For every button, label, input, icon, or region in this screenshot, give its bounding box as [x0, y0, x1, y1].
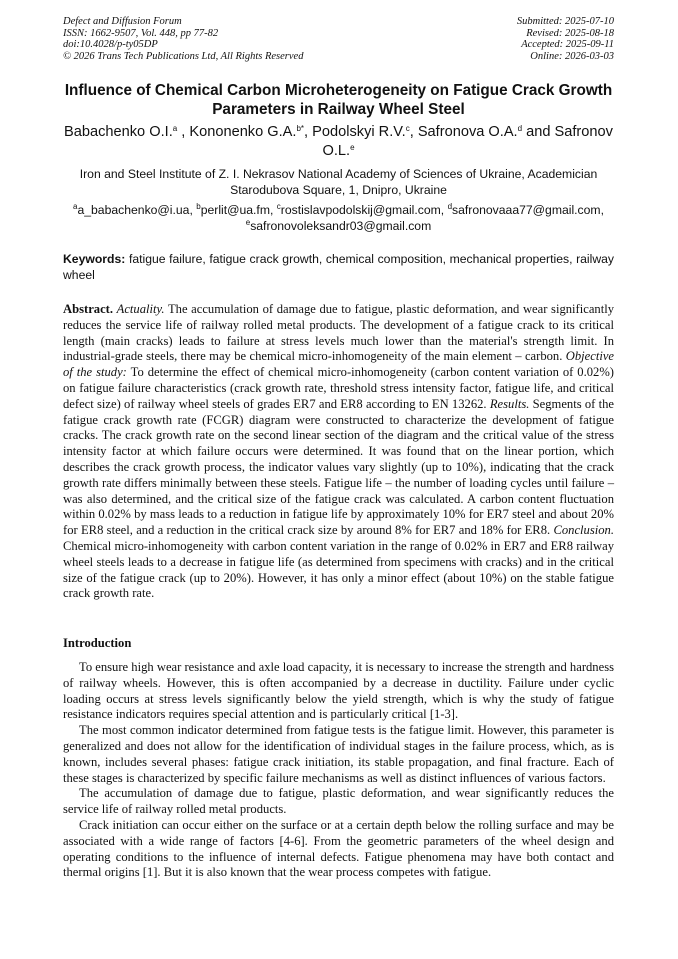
email-list	[63, 202, 614, 234]
email-sup: e	[245, 218, 251, 227]
email-sep: ,	[440, 203, 448, 217]
email-sup: b	[196, 202, 201, 211]
abstract-conclusion-text: Chemical micro-inhomogeneity with carbon content variation in the range of 0.02% in ER7 and ER8 railway wheel steels leads to a decrease in fatigue life (as determined from specimens with cracks) and in the critical size of the fatigue crack (up to 20%). However, it has only a minor effect (about 10%) on the stable fatigue crack growth rate.	[63, 538, 614, 601]
author-name: Safronova O.A.	[417, 124, 518, 140]
author-sup: a	[172, 124, 178, 133]
author-name: Safronov O.L.	[322, 124, 613, 159]
intro-paragraph: The most common indicator determined from fatigue tests is the fatigue limit. However, this parameter is generalized and does not allow for the identification of individual stages in the failure process, which, as is known, includes several phases: fatigue crack initiation, its stable propagation, and final fracture. Each of these stages is characterized by specific failure mechanisms as well as distinct influences of various factors.	[63, 723, 614, 785]
journal-header	[63, 16, 303, 62]
paper-title: Influence of Chemical Carbon Microheterogeneity on Fatigue Crack Growth Parameters in Railway Wheel Steel	[64, 82, 613, 118]
online-date: Online: 2026-03-03	[530, 50, 614, 62]
section-heading-introduction: Introduction	[63, 636, 132, 650]
abstract-results-label: Results.	[489, 396, 530, 411]
email-address[interactable]: a_babachenko@i.ua	[77, 203, 190, 217]
journal-name: Defect and Diffusion Forum	[63, 16, 182, 27]
abstract-objective-text: To determine the effect of chemical micro-inhomogeneity (carbon content variation of 0.02%) on fatigue failure characteristics (crack growth rate, threshold stress intensity factor, fatigue life, and critical defect size) of railway wheel steels of grades ER7 and ER8 according to EN 13262.	[63, 365, 615, 411]
keywords	[63, 252, 614, 283]
email-sep: ,	[269, 203, 277, 217]
affiliation: Iron and Steel Institute of Z. I. Nekrasov National Academy of Sciences of Ukraine, Academician Starodubova Square, 1, Dnipro, Ukraine	[79, 167, 598, 197]
abstract-objective-label: Objective of the study:	[63, 349, 614, 380]
email-address[interactable]: rostislavpodolskij@gmail.com	[280, 203, 441, 217]
submitted-date: Submitted: 2025-07-10	[516, 16, 614, 27]
author-sep: ,	[304, 124, 313, 140]
author-sup: b*	[296, 124, 305, 133]
email-sep: ,	[189, 203, 197, 217]
abstract-conclusion-label: Conclusion.	[553, 523, 614, 538]
revised-date: Revised: 2025-08-18	[526, 27, 614, 39]
intro-paragraph: Crack initiation can occur either on the surface or at a certain depth below the rolling surface and may be associated with a wide range of factors [4-6]. From the geometric parameters of the wheel design and operating conditions to the influence of internal defects. Fatigue phenomena may have both contact and thermal origins [1]. But it is also known that the wear process competes with fatigue.	[63, 817, 614, 880]
author-name: Babachenko O.I.	[64, 124, 173, 140]
author-sup: e	[350, 143, 355, 152]
keywords-label: Keywords:	[63, 252, 126, 266]
doi-line: doi:10.4028/p-ty05DP	[63, 39, 158, 50]
intro-paragraph: To ensure high wear resistance and axle load capacity, it is necessary to increase the strength and hardness of railway wheels. However, this is often accompanied by a decrease in ductility. Failure under cyclic loading occurs at stress levels significantly below the yield strength, which is why the study of fatigue resistance indicators requires special attention and is particularly critical [1-3].	[63, 660, 614, 722]
abstract-actuality-text: The accumulation of damage due to fatigue, plastic deformation, and wear significantly reduces the service life of railway rolled metal products. The development of a fatigue crack to its critical length (main cracks) leads to failure at stress levels much lower than the material's strength limit. In industrial-grade steels, there may be chemical micro-inhomogeneity of the main element – carbon.	[63, 302, 615, 364]
email-sup: c	[276, 202, 281, 211]
email-sep: ,	[600, 203, 604, 217]
abstract-results-text: Segments of the fatigue crack growth rate (FCGR) diagram were constructed to characterize the development of fatigue cracks. The crack growth rate on the second linear section of the diagram and the critical value of the stress intensity factor at which failure occurs were determined. It was found that on the linear portion, which describes the crack growth process, the indicator values vary slightly (up to 10%), indicating that the crack growth rate differs minimally between these steels. Fatigue life – the number of loading cycles until failure – was also determined, and the critical size of the fatigue crack was calculated. A carbon content fluctuation within 0.02% by mass leads to a reduction in fatigue life by approximately 10% for ER7 steel and about 20% for ER8 steel, and a reduction in the critical crack size by around 8% for ER7 and 18% for ER8.	[63, 396, 614, 538]
author-sep: ,	[409, 124, 418, 140]
copyright-line: © 2026 Trans Tech Publications Ltd, All Rights Reserved	[63, 50, 304, 62]
author-list	[63, 123, 614, 161]
email-address[interactable]: safronovaaa77@gmail.com	[452, 203, 601, 217]
dates-header	[517, 16, 614, 62]
author-sup: d	[517, 124, 523, 133]
accepted-date: Accepted: 2025-09-11	[521, 39, 614, 50]
keywords-text: fatigue failure, fatigue crack growth, chemical composition, mechanical properties, railway wheel	[63, 252, 615, 282]
author-sep: and	[522, 124, 555, 140]
abstract-actuality-label: Actuality.	[116, 302, 165, 316]
author-name: Podolskyi R.V.	[312, 124, 406, 140]
intro-paragraph: The accumulation of damage due to fatigue, plastic deformation, and wear significantly reduces the service life of railway rolled metal products.	[63, 786, 614, 817]
email-address[interactable]: safronovoleksandr03@gmail.com	[250, 219, 432, 233]
email-sup: d	[447, 202, 453, 211]
email-sup: a	[73, 202, 78, 211]
issn-line: ISSN: 1662-9507, Vol. 448, pp 77-82	[63, 27, 219, 39]
author-sup: c	[405, 124, 410, 133]
author-name: Kononenko G.A.	[189, 124, 297, 140]
email-address[interactable]: perlit@ua.fm	[200, 203, 270, 217]
abstract-label: Abstract.	[63, 302, 114, 316]
introduction-body	[63, 660, 614, 881]
author-sep: ,	[177, 124, 190, 140]
abstract	[63, 302, 614, 602]
